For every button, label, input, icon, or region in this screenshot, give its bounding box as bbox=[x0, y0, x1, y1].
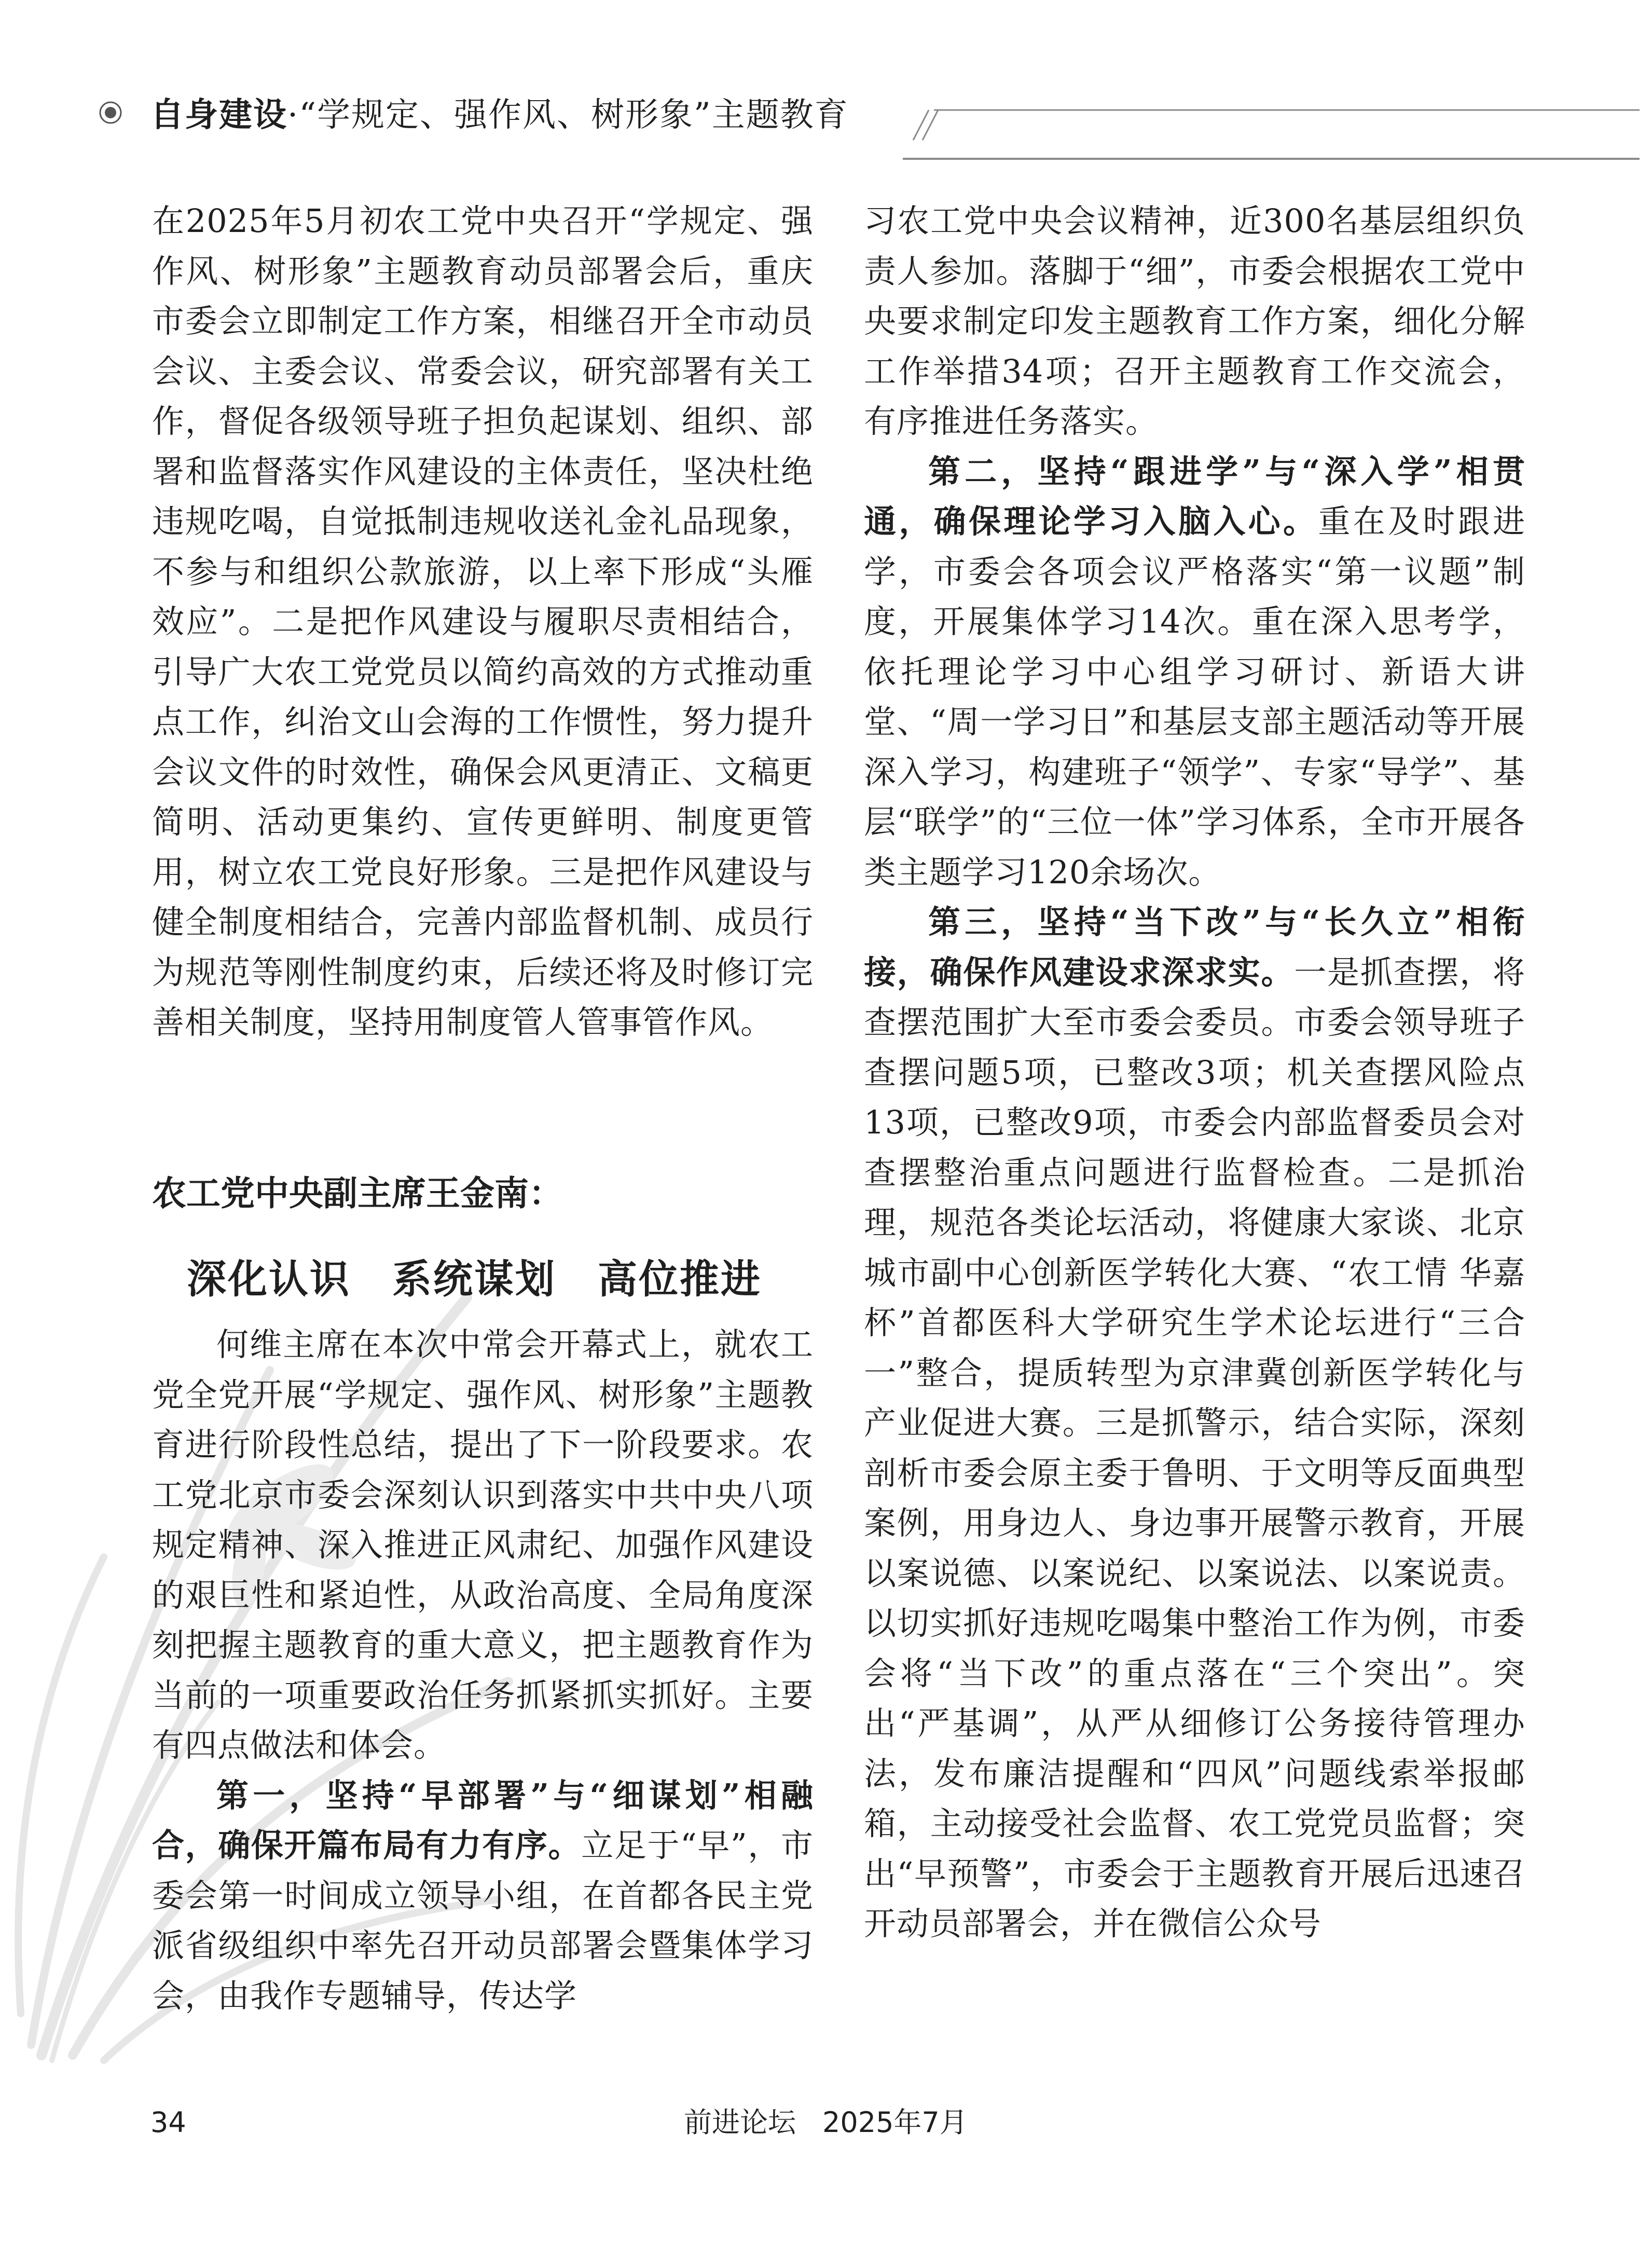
header-rule-decoration bbox=[903, 107, 1640, 145]
header-separator: · bbox=[287, 96, 299, 134]
paragraph-text: 一是抓查摆，将查摆范围扩大至市委会委员。市委会领导班子查摆问题5项，已整改3项；机关查摆风险点13项，已整改9项，市委会内部监督委员会对查摆整治重点问题进行监督检查。二是抓治理，规范各类论坛活动，将健康大家谈、北京城市副中心创新医学转化大赛、“农工情 华嘉杯”首都医科大学研究生学术论坛进行“三合一”整合，提质转型为京津冀创新医学转化与产业促进大赛。三是抓警示，结合实际，深刻剖析市委会原主委于鲁明、于文明等反面典型案例，用身边人、身边事开展警示教育，开展以案说德、以案说纪、以案说法、以案说责。以切实抓好违规吃喝集中整治工作为例，市委会将“当下改”的重点落在“三个突出”。突出“严基调”，从严从细修订公务接待管理办法，发布廉洁提醒和“四风”问题线索举报邮箱，主动接受社会监督、农工党党员监督；突出“早预警”，市委会于主题教育开展后迅速召开动员部署会，并在微信公众号 bbox=[864, 953, 1525, 1943]
paragraph-lead: 第三，坚持“当下改”与“长久立”相衔接，确保作风建设求深求实。 bbox=[864, 903, 1525, 991]
paragraph-lead: 第一，坚持“早部署”与“细谋划”相融合，确保开篇布局有力有序。 bbox=[152, 1776, 814, 1864]
left-column-top bbox=[152, 196, 814, 1048]
section-headline bbox=[187, 1253, 762, 1305]
paragraph bbox=[864, 897, 1525, 1949]
issue-date: 2025年7月 bbox=[822, 2106, 968, 2139]
paragraph-lead: 第二，坚持“跟进学”与“深入学”相贯通，确保理论学习入脑入心。 bbox=[864, 452, 1525, 540]
right-column bbox=[864, 196, 1525, 1949]
header-title bbox=[150, 94, 849, 136]
paragraph bbox=[864, 447, 1525, 898]
page-number: 34 bbox=[150, 2106, 186, 2139]
headline-part: 高位推进 bbox=[598, 1256, 762, 1302]
header-slash-icon bbox=[903, 107, 1640, 143]
headline-part: 深化认识 bbox=[187, 1256, 351, 1302]
paragraph-text: 立足于“早”，市委会第一时间成立领导小组，在首都各民主党派省级组织中率先召开动员部署会暨集体学习会，由我作专题辅导，传达学 bbox=[152, 1826, 814, 2015]
header-rule bbox=[903, 158, 1640, 160]
header-topic: “学规定、强作风、树形象”主题教育 bbox=[299, 96, 849, 134]
left-column-bottom bbox=[152, 1320, 814, 2021]
paragraph: 习农工党中央会议精神，近300名基层组织负责人参加。落脚于“细”，市委会根据农工党中央要求制定印发主题教育工作方案，细化分解工作举措34项；召开主题教育工作交流会，有序推进任务落实。 bbox=[864, 202, 1525, 440]
journal-name: 前进论坛 bbox=[684, 2106, 796, 2139]
paragraph bbox=[152, 1771, 814, 2021]
headline-part: 系统谋划 bbox=[392, 1256, 556, 1302]
paragraph: 何维主席在本次中常会开幕式上，就农工党全党开展“学规定、强作风、树形象”主题教育进行阶段性总结，提出了下一阶段要求。农工党北京市委会深刻认识到落实中共中央八项规定精神、深入推进正风肃纪、加强作风建设的艰巨性和紧迫性，从政治高度、全局角度深刻把握主题教育的重大意义，把主题教育作为当前的一项重要政治任务抓紧抓实抓好。主要有四点做法和体会。 bbox=[152, 1325, 814, 1764]
circle-bullet-icon bbox=[99, 101, 122, 125]
speaker-title: 农工党中央副主席王金南： bbox=[152, 1173, 563, 1213]
paragraph: 在2025年5月初农工党中央召开“学规定、强作风、树形象”主题教育动员部署会后，重庆市委会立即制定工作方案，相继召开全市动员会议、主委会议、常委会议，研究部署有关工作，督促各级领导班子担负起谋划、组织、部署和监督落实作风建设的主体责任，坚决杜绝违规吃喝，自觉抵制违规收送礼金礼品现象，不参与和组织公款旅游，以上率下形成“头雁效应”。二是把作风建设与履职尽责相结合，引导广大农工党党员以简约高效的方式推动重点工作，纠治文山会海的工作惯性，努力提升会议文件的时效性，确保会风更清正、文稿更简明、活动更集约、宣传更鲜明、制度更管用，树立农工党良好形象。三是把作风建设与健全制度相结合，完善内部监督机制、成员行为规范等刚性制度约束，后续还将及时修订完善相关制度，坚持用制度管人管事管作风。 bbox=[152, 202, 814, 1041]
running-header bbox=[93, 88, 1505, 140]
paragraph-text: 重在及时跟进学，市委会各项会议严格落实“第一议题”制度，开展集体学习14次。重在深入思考学，依托理论学习中心组学习研讨、新语大讲堂、“周一学习日”和基层支部主题活动等开展深入学习，构建班子“领学”、专家“导学”、基层“联学”的“三位一体”学习体系，全市开展各类主题学习120余场次。 bbox=[864, 502, 1525, 891]
header-section: 自身建设 bbox=[150, 95, 287, 134]
